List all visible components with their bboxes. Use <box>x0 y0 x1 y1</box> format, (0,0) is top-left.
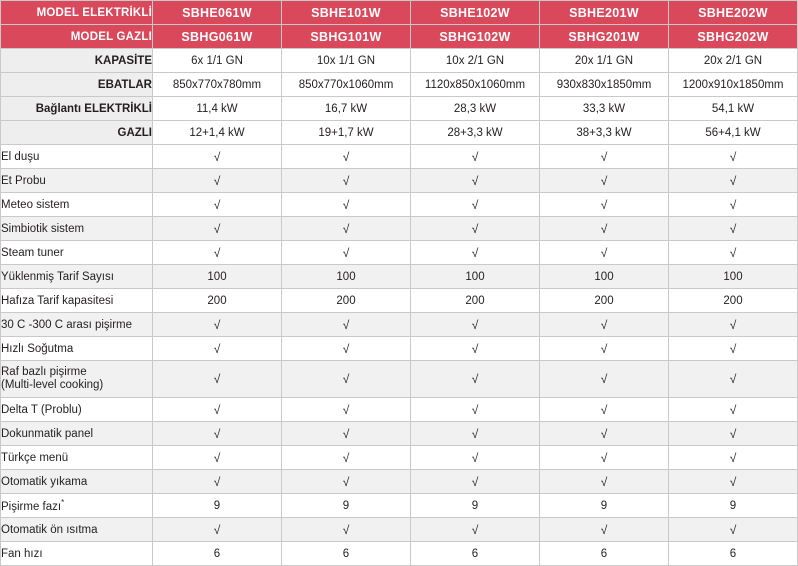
cell-feature-4-1: √ <box>153 241 282 265</box>
cell-feature-2-1: √ <box>153 193 282 217</box>
cell-feature-7-1: √ <box>153 313 282 337</box>
row-label-feature-8: Hızlı Soğutma <box>1 337 153 361</box>
table-row-feature-10 <box>1 398 798 422</box>
cell-feature-5-1: 100 <box>153 265 282 289</box>
cell-feature-6-1: 200 <box>153 289 282 313</box>
row-label-connection-gas: GAZLI <box>1 121 153 145</box>
cell-feature-13-5: √ <box>669 470 798 494</box>
cell-connection-gas-4: 38+3,3 kW <box>540 121 669 145</box>
cell-feature-3-5: √ <box>669 217 798 241</box>
cell-feature-5-2: 100 <box>282 265 411 289</box>
header-model-gas-3: SBHG102W <box>411 25 540 49</box>
row-label-feature-3: Simbiotik sistem <box>1 217 153 241</box>
table-row-dimensions <box>1 73 798 97</box>
row-label-feature-9 <box>1 361 153 398</box>
table-row-connection-gas <box>1 121 798 145</box>
cell-feature-0-2: √ <box>282 145 411 169</box>
cell-dimensions-3: 1120x850x1060mm <box>411 73 540 97</box>
cell-feature-12-1: √ <box>153 446 282 470</box>
row-label-feature-11: Dokunmatik panel <box>1 422 153 446</box>
cell-capacity-5: 20x 2/1 GN <box>669 49 798 73</box>
cell-connection-electric-4: 33,3 kW <box>540 97 669 121</box>
row-label-feature-15: Otomatik ön ısıtma <box>1 518 153 542</box>
cell-feature-7-2: √ <box>282 313 411 337</box>
cell-feature-8-2: √ <box>282 337 411 361</box>
cell-connection-gas-2: 19+1,7 kW <box>282 121 411 145</box>
header-row-model-electric <box>1 1 798 25</box>
table-row-feature-8 <box>1 337 798 361</box>
row-label-feature-5: Yüklenmiş Tarif Sayısı <box>1 265 153 289</box>
cell-dimensions-4: 930x830x1850mm <box>540 73 669 97</box>
cell-feature-6-3: 200 <box>411 289 540 313</box>
cell-feature-15-5: √ <box>669 518 798 542</box>
cell-connection-electric-3: 28,3 kW <box>411 97 540 121</box>
cell-feature-16-5: 6 <box>669 542 798 566</box>
table-row-feature-13 <box>1 470 798 494</box>
row-label-feature-13: Otomatik yıkama <box>1 470 153 494</box>
cell-feature-4-2: √ <box>282 241 411 265</box>
cell-feature-10-1: √ <box>153 398 282 422</box>
cell-feature-1-5: √ <box>669 169 798 193</box>
cell-capacity-1: 6x 1/1 GN <box>153 49 282 73</box>
cell-feature-11-4: √ <box>540 422 669 446</box>
cell-feature-14-3: 9 <box>411 494 540 518</box>
header-model-gas-4: SBHG201W <box>540 25 669 49</box>
row-label-feature-14-footnote-marker: * <box>61 498 65 508</box>
cell-feature-7-4: √ <box>540 313 669 337</box>
row-label-feature-4: Steam tuner <box>1 241 153 265</box>
table-row-feature-2 <box>1 193 798 217</box>
cell-feature-6-5: 200 <box>669 289 798 313</box>
row-label-feature-2: Meteo sistem <box>1 193 153 217</box>
cell-feature-5-4: 100 <box>540 265 669 289</box>
cell-connection-electric-5: 54,1 kW <box>669 97 798 121</box>
row-label-capacity: KAPASİTE <box>1 49 153 73</box>
cell-feature-2-3: √ <box>411 193 540 217</box>
table-row-feature-9 <box>1 361 798 398</box>
cell-feature-10-4: √ <box>540 398 669 422</box>
row-label-feature-1: Et Probu <box>1 169 153 193</box>
cell-feature-15-4: √ <box>540 518 669 542</box>
cell-feature-6-4: 200 <box>540 289 669 313</box>
cell-feature-4-4: √ <box>540 241 669 265</box>
header-label-model-electric: MODEL ELEKTRİKLİ <box>1 1 153 25</box>
table-row-feature-14 <box>1 494 798 518</box>
cell-feature-15-1: √ <box>153 518 282 542</box>
cell-feature-12-2: √ <box>282 446 411 470</box>
header-label-model-gas: MODEL GAZLI <box>1 25 153 49</box>
cell-feature-3-3: √ <box>411 217 540 241</box>
cell-feature-0-1: √ <box>153 145 282 169</box>
row-label-feature-14-text: Pişirme fazı <box>1 500 62 513</box>
header-model-4: SBHE201W <box>540 1 669 25</box>
cell-feature-10-5: √ <box>669 398 798 422</box>
header-model-gas-1: SBHG061W <box>153 25 282 49</box>
cell-capacity-4: 20x 1/1 GN <box>540 49 669 73</box>
table-row-feature-12 <box>1 446 798 470</box>
cell-feature-8-5: √ <box>669 337 798 361</box>
cell-feature-11-3: √ <box>411 422 540 446</box>
cell-feature-9-1: √ <box>153 361 282 398</box>
cell-feature-3-2: √ <box>282 217 411 241</box>
cell-feature-13-4: √ <box>540 470 669 494</box>
cell-feature-16-1: 6 <box>153 542 282 566</box>
cell-dimensions-1: 850x770x780mm <box>153 73 282 97</box>
cell-feature-12-3: √ <box>411 446 540 470</box>
cell-capacity-3: 10x 2/1 GN <box>411 49 540 73</box>
cell-feature-13-1: √ <box>153 470 282 494</box>
header-row-model-gas <box>1 25 798 49</box>
cell-feature-14-5: 9 <box>669 494 798 518</box>
cell-feature-14-4: 9 <box>540 494 669 518</box>
row-label-connection-electric: Bağlantı ELEKTRİKLİ <box>1 97 153 121</box>
cell-feature-11-1: √ <box>153 422 282 446</box>
cell-connection-gas-3: 28+3,3 kW <box>411 121 540 145</box>
table-row-feature-7 <box>1 313 798 337</box>
row-label-feature-16: Fan hızı <box>1 542 153 566</box>
cell-dimensions-2: 850x770x1060mm <box>282 73 411 97</box>
header-model-gas-5: SBHG202W <box>669 25 798 49</box>
header-model-5: SBHE202W <box>669 1 798 25</box>
table-row-connection-electric <box>1 97 798 121</box>
cell-feature-8-3: √ <box>411 337 540 361</box>
row-label-dimensions: EBATLAR <box>1 73 153 97</box>
cell-feature-12-5: √ <box>669 446 798 470</box>
cell-feature-1-2: √ <box>282 169 411 193</box>
row-label-feature-14 <box>1 494 153 518</box>
table-row-feature-1 <box>1 169 798 193</box>
cell-capacity-2: 10x 1/1 GN <box>282 49 411 73</box>
cell-feature-10-2: √ <box>282 398 411 422</box>
cell-feature-6-2: 200 <box>282 289 411 313</box>
header-model-1: SBHE061W <box>153 1 282 25</box>
cell-feature-5-5: 100 <box>669 265 798 289</box>
cell-feature-11-5: √ <box>669 422 798 446</box>
table-row-feature-15 <box>1 518 798 542</box>
row-label-feature-9-line2: (Multi-level cooking) <box>1 379 104 391</box>
table-row-feature-3 <box>1 217 798 241</box>
cell-feature-15-3: √ <box>411 518 540 542</box>
row-label-feature-7: 30 C -300 C arası pişirme <box>1 313 153 337</box>
cell-feature-13-2: √ <box>282 470 411 494</box>
cell-connection-electric-1: 11,4 kW <box>153 97 282 121</box>
cell-feature-9-2: √ <box>282 361 411 398</box>
cell-feature-1-1: √ <box>153 169 282 193</box>
cell-feature-2-5: √ <box>669 193 798 217</box>
table-row-feature-5 <box>1 265 798 289</box>
row-label-feature-0: El duşu <box>1 145 153 169</box>
cell-feature-10-3: √ <box>411 398 540 422</box>
header-model-2: SBHE101W <box>282 1 411 25</box>
table-row-feature-11 <box>1 422 798 446</box>
table-row-feature-4 <box>1 241 798 265</box>
cell-dimensions-5: 1200x910x1850mm <box>669 73 798 97</box>
cell-feature-9-5: √ <box>669 361 798 398</box>
cell-feature-1-3: √ <box>411 169 540 193</box>
cell-feature-3-4: √ <box>540 217 669 241</box>
cell-feature-1-4: √ <box>540 169 669 193</box>
cell-feature-9-4: √ <box>540 361 669 398</box>
cell-feature-11-2: √ <box>282 422 411 446</box>
cell-connection-gas-5: 56+4,1 kW <box>669 121 798 145</box>
row-label-feature-10: Delta T (Problu) <box>1 398 153 422</box>
cell-feature-8-1: √ <box>153 337 282 361</box>
cell-feature-16-3: 6 <box>411 542 540 566</box>
row-label-feature-9-line1: Raf bazlı pişirme <box>1 365 87 378</box>
cell-feature-2-4: √ <box>540 193 669 217</box>
cell-feature-0-4: √ <box>540 145 669 169</box>
cell-connection-gas-1: 12+1,4 kW <box>153 121 282 145</box>
header-model-3: SBHE102W <box>411 1 540 25</box>
table-row-feature-16 <box>1 542 798 566</box>
row-label-feature-12: Türkçe menü <box>1 446 153 470</box>
table-row-capacity <box>1 49 798 73</box>
cell-feature-15-2: √ <box>282 518 411 542</box>
cell-feature-14-1: 9 <box>153 494 282 518</box>
cell-feature-3-1: √ <box>153 217 282 241</box>
cell-feature-4-5: √ <box>669 241 798 265</box>
cell-feature-8-4: √ <box>540 337 669 361</box>
cell-feature-4-3: √ <box>411 241 540 265</box>
cell-feature-16-2: 6 <box>282 542 411 566</box>
cell-feature-16-4: 6 <box>540 542 669 566</box>
cell-feature-2-2: √ <box>282 193 411 217</box>
header-model-gas-2: SBHG101W <box>282 25 411 49</box>
row-label-feature-6: Hafıza Tarif kapasitesi <box>1 289 153 313</box>
cell-connection-electric-2: 16,7 kW <box>282 97 411 121</box>
table-row-feature-0 <box>1 145 798 169</box>
table-row-feature-6 <box>1 289 798 313</box>
cell-feature-7-5: √ <box>669 313 798 337</box>
cell-feature-14-2: 9 <box>282 494 411 518</box>
cell-feature-9-3: √ <box>411 361 540 398</box>
cell-feature-13-3: √ <box>411 470 540 494</box>
cell-feature-0-5: √ <box>669 145 798 169</box>
cell-feature-0-3: √ <box>411 145 540 169</box>
cell-feature-5-3: 100 <box>411 265 540 289</box>
cell-feature-7-3: √ <box>411 313 540 337</box>
cell-feature-12-4: √ <box>540 446 669 470</box>
